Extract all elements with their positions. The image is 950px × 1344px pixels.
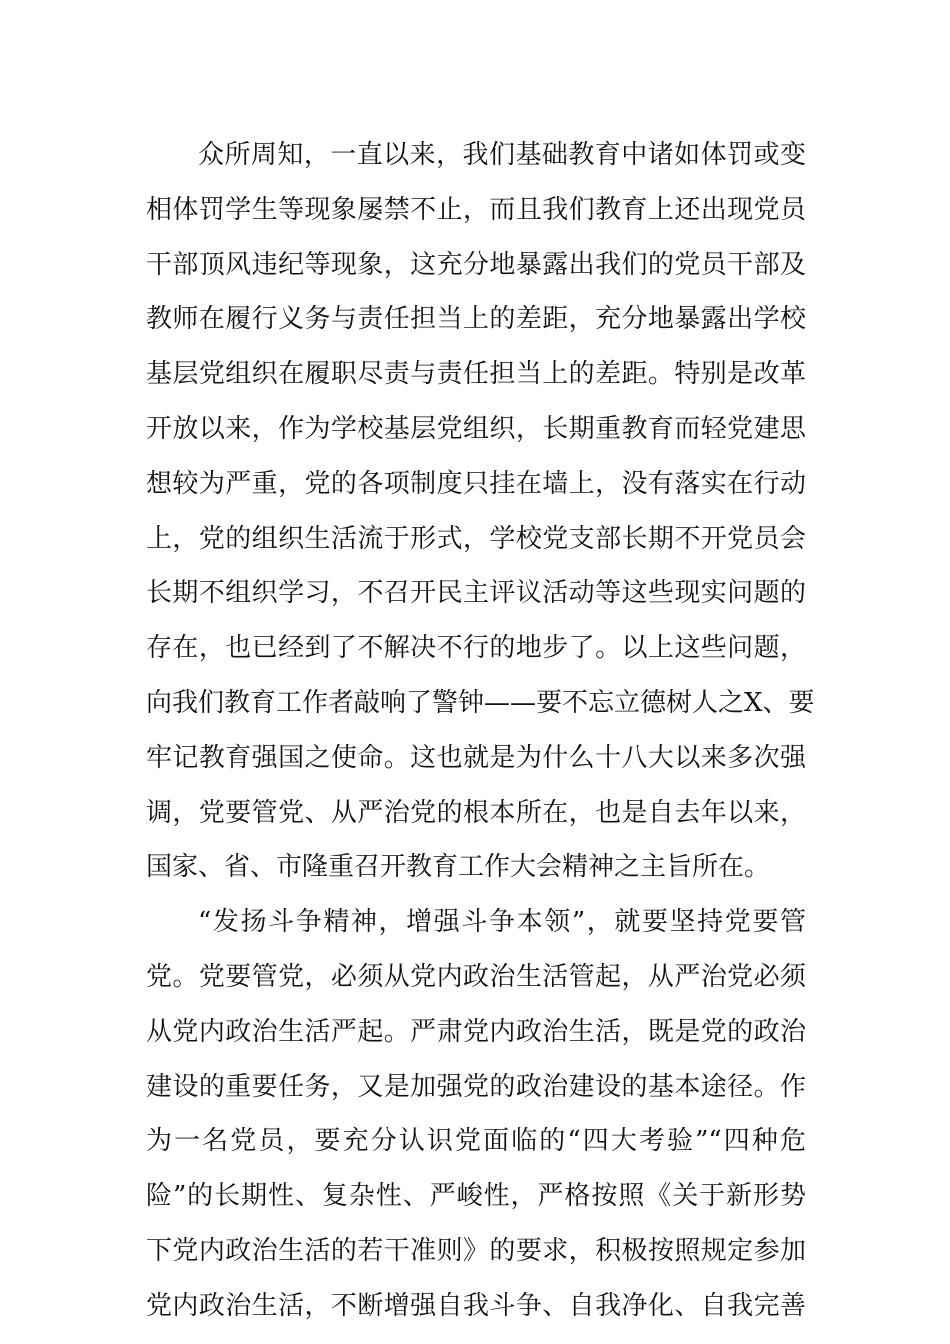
text-line: 下党内政治生活的若干准则》的要求，积极按照规定参加 bbox=[146, 1235, 806, 1266]
text-line: 向我们教育工作者敲响了警钟——要不忘立德树人之X、要 bbox=[146, 687, 815, 718]
text-line: 党内政治生活，不断增强自我斗争、自我净化、自我完善 bbox=[146, 1290, 806, 1321]
text-line: 长期不组织学习，不召开民主评议活动等这些现实问题的 bbox=[146, 578, 806, 609]
text-line: 相体罚学生等现象屡禁不止，而且我们教育上还出现党员 bbox=[146, 194, 806, 225]
paragraph-2 bbox=[146, 895, 806, 1333]
text-line: 上，党的组织生活流于形式，学校党支部长期不开党员会 bbox=[146, 523, 806, 554]
text-line: 存在，也已经到了不解决不行的地步了。以上这些问题， bbox=[146, 633, 806, 664]
text-line: 教师在履行义务与责任担当上的差距，充分地暴露出学校 bbox=[146, 304, 806, 335]
text-line: 基层党组织在履职尽责与责任担当上的差距。特别是改革 bbox=[146, 359, 806, 390]
text-line: 牢记教育强国之使命。这也就是为什么十八大以来多次强 bbox=[146, 742, 806, 773]
paragraph-1 bbox=[146, 128, 815, 895]
text-line: 建设的重要任务，又是加强党的政治建设的基本途径。作 bbox=[146, 1071, 806, 1102]
text-line: 党。党要管党，必须从党内政治生活管起，从严治党必须 bbox=[146, 961, 806, 992]
text-line: 调，党要管党、从严治党的根本所在，也是自去年以来， bbox=[146, 797, 806, 828]
text-line: 国家、省、市隆重召开教育工作大会精神之主旨所在。 bbox=[146, 852, 771, 883]
text-line: “发扬斗争精神，增强斗争本领”，就要坚持党要管 bbox=[198, 907, 806, 938]
body-text bbox=[146, 128, 815, 1334]
text-line: 为一名党员，要充分认识党面临的“四大考验”“四种危 bbox=[146, 1126, 806, 1157]
text-line: 险”的长期性、复杂性、严峻性，严格按照《关于新形势 bbox=[146, 1181, 806, 1212]
text-line: 从党内政治生活严起。严肃党内政治生活，既是党的政治 bbox=[146, 1016, 806, 1047]
text-line: 干部顶风违纪等现象，这充分地暴露出我们的党员干部及 bbox=[146, 249, 806, 280]
text-line: 开放以来，作为学校基层党组织，长期重教育而轻党建思 bbox=[146, 413, 806, 444]
text-line: 想较为严重，党的各项制度只挂在墙上，没有落实在行动 bbox=[146, 468, 806, 499]
text-line: 众所周知，一直以来，我们基础教育中诸如体罚或变 bbox=[198, 140, 806, 170]
